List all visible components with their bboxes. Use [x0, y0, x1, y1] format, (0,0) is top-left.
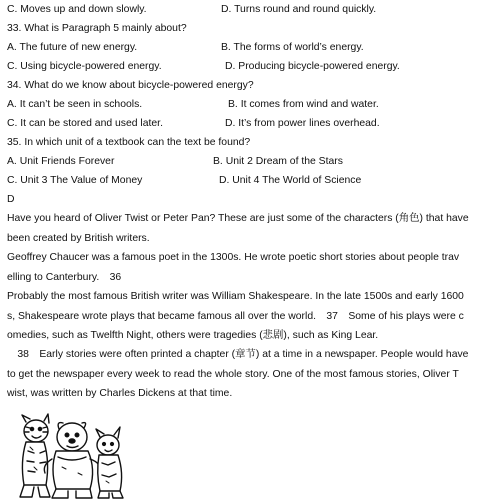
q33-option-b: B. The forms of world’s energy. [221, 42, 364, 53]
section-label: D [7, 194, 15, 205]
q32-option-c: C. Moves up and down slowly. [7, 4, 147, 15]
q34-stem: 34. What do we know about bicycle-powered energy? [7, 80, 254, 91]
q35-option-b: B. Unit 2 Dream of the Stars [213, 156, 343, 167]
passage-paragraph: Geoffrey Chaucer was a famous poet in the 1300s. He wrote poetic short stories about people trav elling to Canterbury. 36 [7, 252, 460, 283]
q33-option-d: D. Producing bicycle-powered energy. [225, 61, 400, 72]
passage-paragraph: Probably the most famous British writer was William Shakespeare. In the late 1500s and early 1600 s, Shakespeare wrote plays that became famous all over the world. 37 Some of his plays were c omedies, such as Twelfth Night, others were tragedies (悲剧), such as King Lear. [7, 291, 464, 341]
q34-option-a: A. It can’t be seen in schools. [7, 99, 143, 110]
passage-paragraph: Have you heard of Oliver Twist or Peter Pan? These are just some of the characters (角色) that have been created by British writers. [7, 213, 469, 244]
q33-option-c: C. Using bicycle-powered energy. [7, 61, 162, 72]
q34-option-c: C. It can be stored and used later. [7, 118, 163, 129]
q35-option-a: A. Unit Friends Forever [7, 156, 115, 167]
q34-option-b: B. It comes from wind and water. [228, 99, 379, 110]
cartoon-characters-illustration [12, 407, 127, 500]
q33-stem: 33. What is Paragraph 5 mainly about? [7, 23, 187, 34]
q35-stem: 35. In which unit of a textbook can the text be found? [7, 137, 251, 148]
passage-paragraph: 38 Early stories were often printed a chapter (章节) at a time in a newspaper. People would have to get the newspaper every week to read the whole story. One of the most famous stories, Oliver T wist, was written by Charles Dickens at that time. [7, 349, 469, 399]
q35-option-c: C. Unit 3 The Value of Money [7, 175, 143, 186]
q34-option-d: D. It’s from power lines overhead. [225, 118, 380, 129]
q33-option-a: A. The future of new energy. [7, 42, 138, 53]
q32-option-d: D. Turns round and round quickly. [221, 4, 377, 15]
q35-option-d: D. Unit 4 The World of Science [219, 175, 362, 186]
